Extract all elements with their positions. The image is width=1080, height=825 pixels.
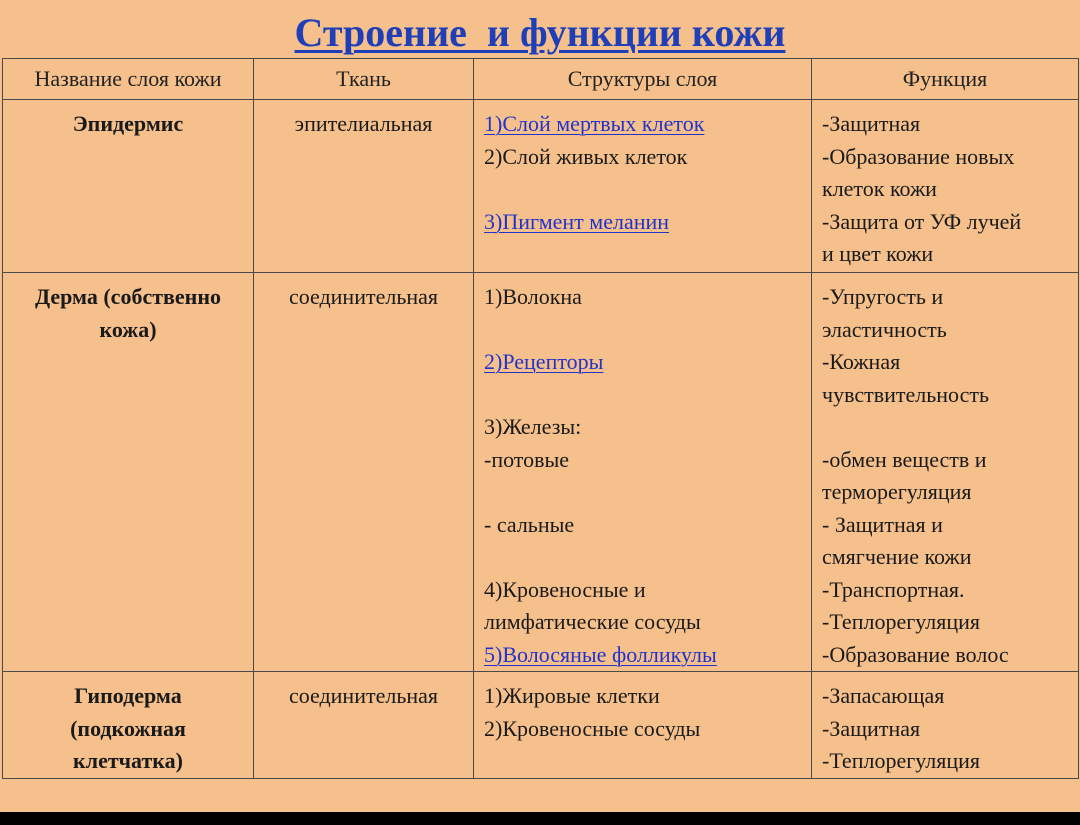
structure-link[interactable]: 3)Пигмент меланин — [484, 208, 670, 234]
structure-item: 1)Жировые клетки — [484, 683, 660, 708]
function-item: и цвет кожи — [822, 241, 934, 266]
layer-name-line: Гиподерма — [74, 683, 182, 708]
function-item: -Транспортная. — [822, 576, 965, 602]
tissue-text: эпителиальная — [294, 111, 433, 136]
header-structures: Структуры слоя — [474, 59, 812, 100]
structure-item — [484, 314, 803, 347]
tissue-text: соединительная — [288, 683, 439, 708]
header-tissue: Ткань — [254, 59, 474, 100]
cell-layer-name — [3, 100, 254, 273]
skin-layers-table — [2, 58, 1079, 779]
function-item: терморегуляция — [822, 479, 972, 504]
cell-structures — [474, 100, 812, 273]
structure-item — [484, 173, 803, 206]
slide-title: Строение и функции кожи — [294, 10, 786, 55]
structure-item — [484, 379, 803, 412]
layer-name-line: Эпидермис — [72, 111, 184, 136]
table-row-hypoderma — [3, 672, 1079, 779]
function-item: -обмен веществ и — [822, 446, 987, 472]
layer-name-line: кожа) — [99, 316, 157, 342]
function-item: -Защитная — [822, 715, 921, 741]
structure-item — [484, 346, 803, 379]
table-row-derma — [3, 273, 1079, 672]
layer-name-line: Дерма (собственно — [34, 284, 222, 309]
function-item: клеток кожи — [822, 176, 937, 201]
structure-item — [484, 541, 803, 574]
cell-tissue — [254, 100, 474, 273]
structure-item: 3)Железы: — [484, 414, 582, 439]
tissue-text: соединительная — [288, 284, 439, 309]
function-item: -Кожная — [822, 349, 901, 374]
function-item: -Теплорегуляция — [822, 748, 981, 773]
cell-tissue — [254, 672, 474, 779]
cell-layer-name — [3, 273, 254, 672]
structure-link[interactable]: 2)Рецепторы — [484, 349, 604, 374]
structure-item: 4)Кровеносные и — [484, 576, 646, 602]
structure-item — [484, 206, 803, 239]
header-layer-name: Название слоя кожи — [3, 59, 254, 100]
cell-tissue — [254, 273, 474, 672]
header-function: Функция — [812, 59, 1079, 100]
cell-functions — [812, 672, 1079, 779]
function-item: -Защитная — [822, 111, 921, 136]
structure-item: - сальные — [484, 511, 575, 537]
table-row-epidermis — [3, 100, 1079, 273]
bottom-black-bar — [0, 812, 1080, 825]
layer-name-line: (подкожная — [70, 715, 186, 741]
structure-link[interactable]: 5)Волосяные фолликулы — [484, 641, 717, 667]
function-item: эластичность — [822, 316, 947, 342]
function-item: смягчение кожи — [822, 544, 972, 569]
structure-item: -потовые — [484, 446, 570, 472]
cell-structures — [474, 672, 812, 779]
structure-item: 2)Слой живых клеток — [484, 143, 688, 169]
cell-functions — [812, 273, 1079, 672]
function-item: -Образование волос — [822, 641, 1009, 667]
structure-item — [484, 476, 803, 509]
structure-item: лимфатические сосуды — [484, 609, 701, 634]
cell-structures — [474, 273, 812, 672]
structure-item: 2)Кровеносные сосуды — [484, 715, 701, 741]
function-item: - Защитная и — [822, 511, 943, 537]
table-header-row — [3, 59, 1079, 100]
layer-name-line: клетчатка) — [73, 748, 183, 773]
structure-item: 1)Волокна — [484, 284, 582, 309]
cell-functions — [812, 100, 1079, 273]
function-item — [822, 411, 1070, 444]
cell-layer-name — [3, 672, 254, 779]
function-item: -Запасающая — [822, 683, 945, 708]
function-item: чувствительность — [822, 381, 989, 407]
structure-item — [484, 108, 803, 141]
function-item: -Защита от УФ лучей — [822, 208, 1022, 234]
function-item: -Упругость и — [822, 284, 944, 309]
function-item: -Теплорегуляция — [822, 609, 981, 634]
function-item: -Образование новых — [822, 143, 1015, 169]
structure-item — [484, 639, 803, 672]
structure-link[interactable]: 1)Слой мертвых клеток — [484, 111, 705, 136]
